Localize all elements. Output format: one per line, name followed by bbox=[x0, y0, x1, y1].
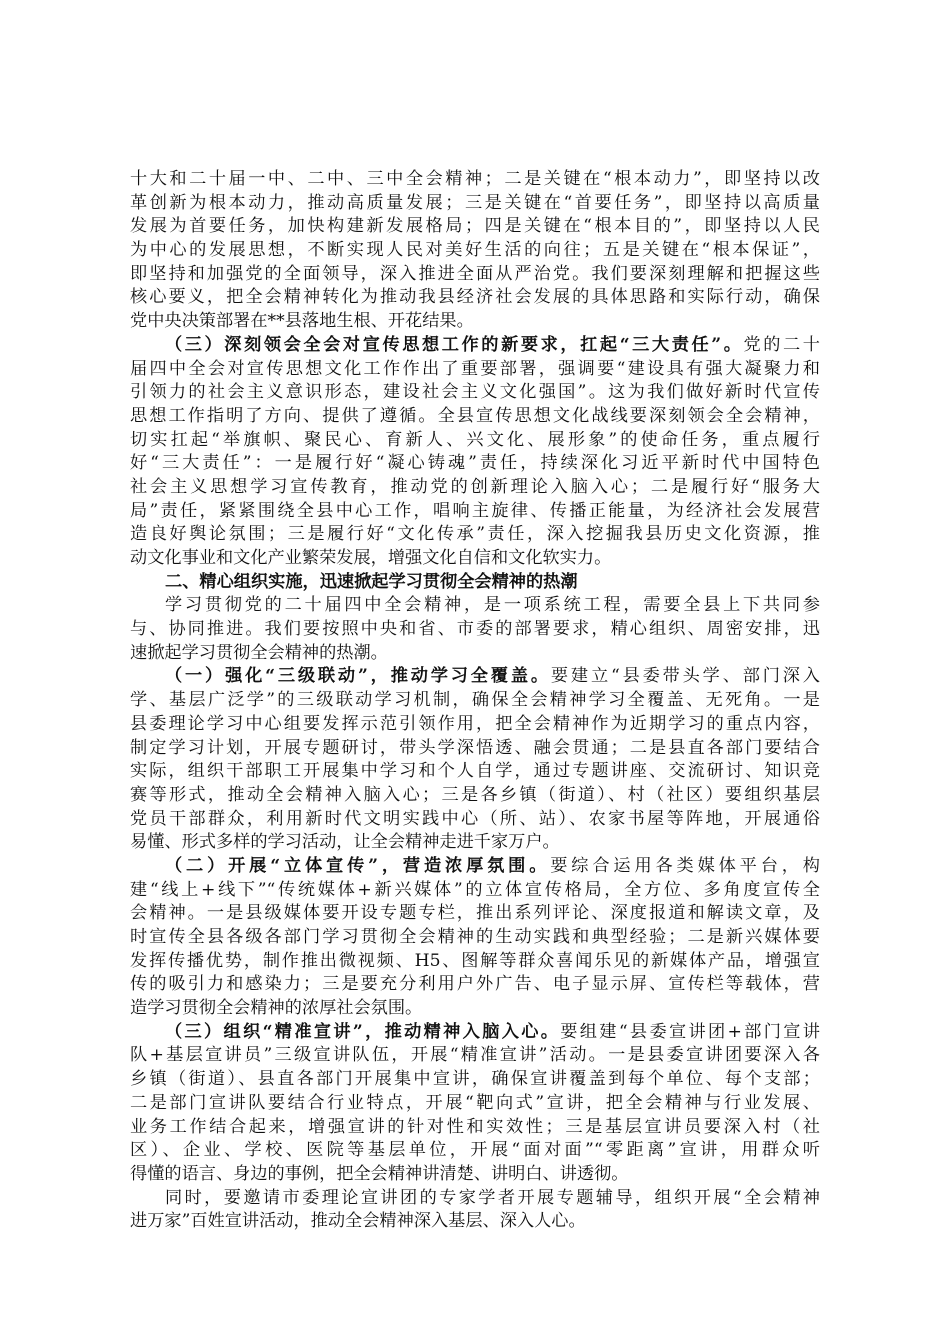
text-line: 学习贯彻党的二十届四中全会精神，是一项系统工程，需要全县上下共同参 bbox=[165, 595, 820, 616]
subsection-heading: （二）开展“立体宣传”，营造浓厚氛围。 bbox=[165, 855, 551, 876]
text-line: 局”责任，紧紧围绕全县中心工作，唱响主旋律、传播正能量，为经济社会发展营 bbox=[130, 500, 820, 521]
text-line: 届四中全会对宣传思想文化工作作出了重要部署，强调要“建设具有强大凝聚力和 bbox=[130, 358, 820, 379]
text-line: 赛等形式，推动全会精神入脑入心；三是各乡镇（街道）、村（社区）要组织基层 bbox=[130, 784, 820, 805]
text-line: 传的吸引力和感染力；三是要充分利用户外广告、电子显示屏、宣传栏等载体，营 bbox=[130, 974, 820, 995]
text-line: 与、协同推进。我们要按照中央和省、市委的部署要求，精心组织、周密安排，迅 bbox=[130, 619, 820, 640]
text-line: 制定学习计划，开展专题研讨，带头学深悟透、融会贯通；二是县直各部门要结合 bbox=[130, 737, 820, 758]
text-line: 切实扛起“举旗帜、聚民心、育新人、兴文化、展形象”的使命任务，重点履行 bbox=[130, 429, 820, 450]
text-segment: 要综合运用各类媒体平台，构 bbox=[550, 855, 820, 876]
text-line: 核心要义，把全会精神转化为推动我县经济社会发展的具体思路和实际行动，确保 bbox=[130, 287, 820, 308]
text-line: 同时，要邀请市委理论宣讲团的专家学者开展专题辅导，组织开展“全会精神 bbox=[165, 1187, 820, 1208]
subsection-heading: （三）组织“精准宣讲”，推动精神入脑入心。 bbox=[165, 1021, 561, 1042]
subsection-two-paragraph bbox=[130, 855, 820, 1021]
text-line: 速掀起学习贯彻全会精神的热潮。 bbox=[130, 642, 388, 663]
subsection-heading-line bbox=[130, 1021, 820, 1045]
text-line: 易懂、形式多样的学习活动，让全会精神走进千家万户。 bbox=[130, 832, 560, 853]
text-line: 造良好舆论氛围；三是履行好“文化传承”责任，深入挖掘我县历史文化资源，推 bbox=[130, 524, 820, 545]
subsection-one-paragraph bbox=[130, 665, 820, 855]
subsection-heading: （一）强化“三级联动”，推动学习全覆盖。 bbox=[165, 666, 551, 687]
text-line: 为中心的发展思想，不断实现人民对美好生活的向往；五是关键在“根本保证”， bbox=[130, 240, 820, 261]
subsection-heading-line bbox=[130, 855, 820, 879]
text-segment: 党的二十 bbox=[743, 334, 820, 355]
text-line: 乡镇（街道）、县直各部门开展集中宣讲，确保宣讲覆盖到每个单位、每个支部； bbox=[130, 1069, 820, 1090]
text-line: 会精神。一是县级媒体要开设专题专栏，推出系列评论、深度报道和解读文章，及 bbox=[130, 903, 820, 924]
text-line: 时宣传全县各级各部门学习贯彻全会精神的生动实践和典型经验；二是新兴媒体要 bbox=[130, 927, 820, 947]
text-line: 区）、企业、学校、医院等基层单位，开展“面对面”“零距离”宣讲，用群众听 bbox=[130, 1140, 820, 1161]
closing-paragraph bbox=[130, 1187, 820, 1234]
text-line: 建“线上+线下”“传统媒体+新兴媒体”的立体宣传格局，全方位、多角度宣传全 bbox=[130, 879, 820, 900]
text-line: 引领力的社会主义意识形态，建设社会主义文化强国”。这为我们做好新时代宣传 bbox=[130, 382, 820, 403]
text-line: 进万家”百姓宣讲活动，推动全会精神深入基层、深入人心。 bbox=[130, 1211, 586, 1232]
text-line: 党员干部群众，利用新时代文明实践中心（所、站）、农家书屋等阵地，开展通俗 bbox=[130, 808, 820, 829]
text-line: 学、基层广泛学”的三级联动学习机制，确保全会精神学习全覆盖、无死角。一是 bbox=[130, 690, 820, 711]
text-line: 社会主义思想学习宣传教育，推动党的创新理论入脑入心；二是履行好“服务大 bbox=[130, 476, 820, 497]
text-line: 革创新为根本动力，推动高质量发展；三是关键在“首要任务”，即坚持以高质量 bbox=[130, 192, 820, 213]
text-line: 二是部门宣讲队要结合行业特点，开展“靶向式”宣讲，把全会精神与行业发展、 bbox=[130, 1092, 820, 1113]
part-intro-paragraph bbox=[130, 594, 820, 665]
document-page bbox=[130, 168, 820, 1234]
section-heading: （三）深刻领会全会对宣传思想工作的新要求，扛起“三大责任”。 bbox=[165, 334, 744, 355]
text-line: 发挥传播优势，制作推出微视频、H5、图解等群众喜闻乐见的新媒体产品，增强宣 bbox=[130, 950, 820, 971]
text-line: 十大和二十届一中、二中、三中全会精神；二是关键在“根本动力”，即坚持以改 bbox=[130, 169, 820, 189]
text-line: 党中央决策部署在**县落地生根、开花结果。 bbox=[130, 311, 474, 332]
subsection-heading-line bbox=[130, 665, 820, 689]
text-segment: 要组建“县委宣讲团+部门宣讲 bbox=[560, 1021, 820, 1042]
text-line: 实际，组织干部职工开展集中学习和个人自学，通过专题讲座、交流研讨、知识竞 bbox=[130, 761, 820, 782]
text-line: 队+基层宣讲员”三级宣讲队伍，开展“精准宣讲”活动。一是县委宣讲团要深入各 bbox=[130, 1045, 820, 1066]
text-line: 得懂的语言、身边的事例，把全会精神讲清楚、讲明白、讲透彻。 bbox=[130, 1163, 629, 1184]
text-line: 业务工作结合起来，增强宣讲的针对性和实效性；三是基层宣讲员要深入村（社 bbox=[130, 1116, 820, 1137]
section-three-paragraph bbox=[130, 334, 820, 571]
part-heading: 二、精心组织实施，迅速掀起学习贯彻全会精神的热潮 bbox=[165, 571, 578, 592]
subsection-three-paragraph bbox=[130, 1021, 820, 1187]
text-line: 动文化事业和文化产业繁荣发展，增强文化自信和文化软实力。 bbox=[130, 548, 612, 568]
text-line: 思想工作指明了方向、提供了遵循。全县宣传思想文化战线要深刻领会全会精神， bbox=[130, 405, 820, 426]
text-line: 造学习贯彻全会精神的浓厚社会氛围。 bbox=[130, 998, 423, 1019]
text-line: 即坚持和加强党的全面领导，深入推进全面从严治党。我们要深刻理解和把握这些 bbox=[130, 263, 820, 284]
paragraph-continuation bbox=[130, 168, 820, 334]
text-segment: 要建立“县委带头学、部门深入 bbox=[550, 666, 820, 687]
section-heading-line bbox=[130, 334, 820, 358]
text-line: 好“三大责任”：一是履行好“凝心铸魂”责任，持续深化习近平新时代中国特色 bbox=[130, 453, 820, 474]
text-line: 发展为首要任务，加快构建新发展格局；四是关键在“根本目的”，即坚持以人民 bbox=[130, 216, 820, 237]
text-line: 县委理论学习中心组要发挥示范引领作用，把全会精神作为近期学习的重点内容， bbox=[130, 713, 820, 734]
